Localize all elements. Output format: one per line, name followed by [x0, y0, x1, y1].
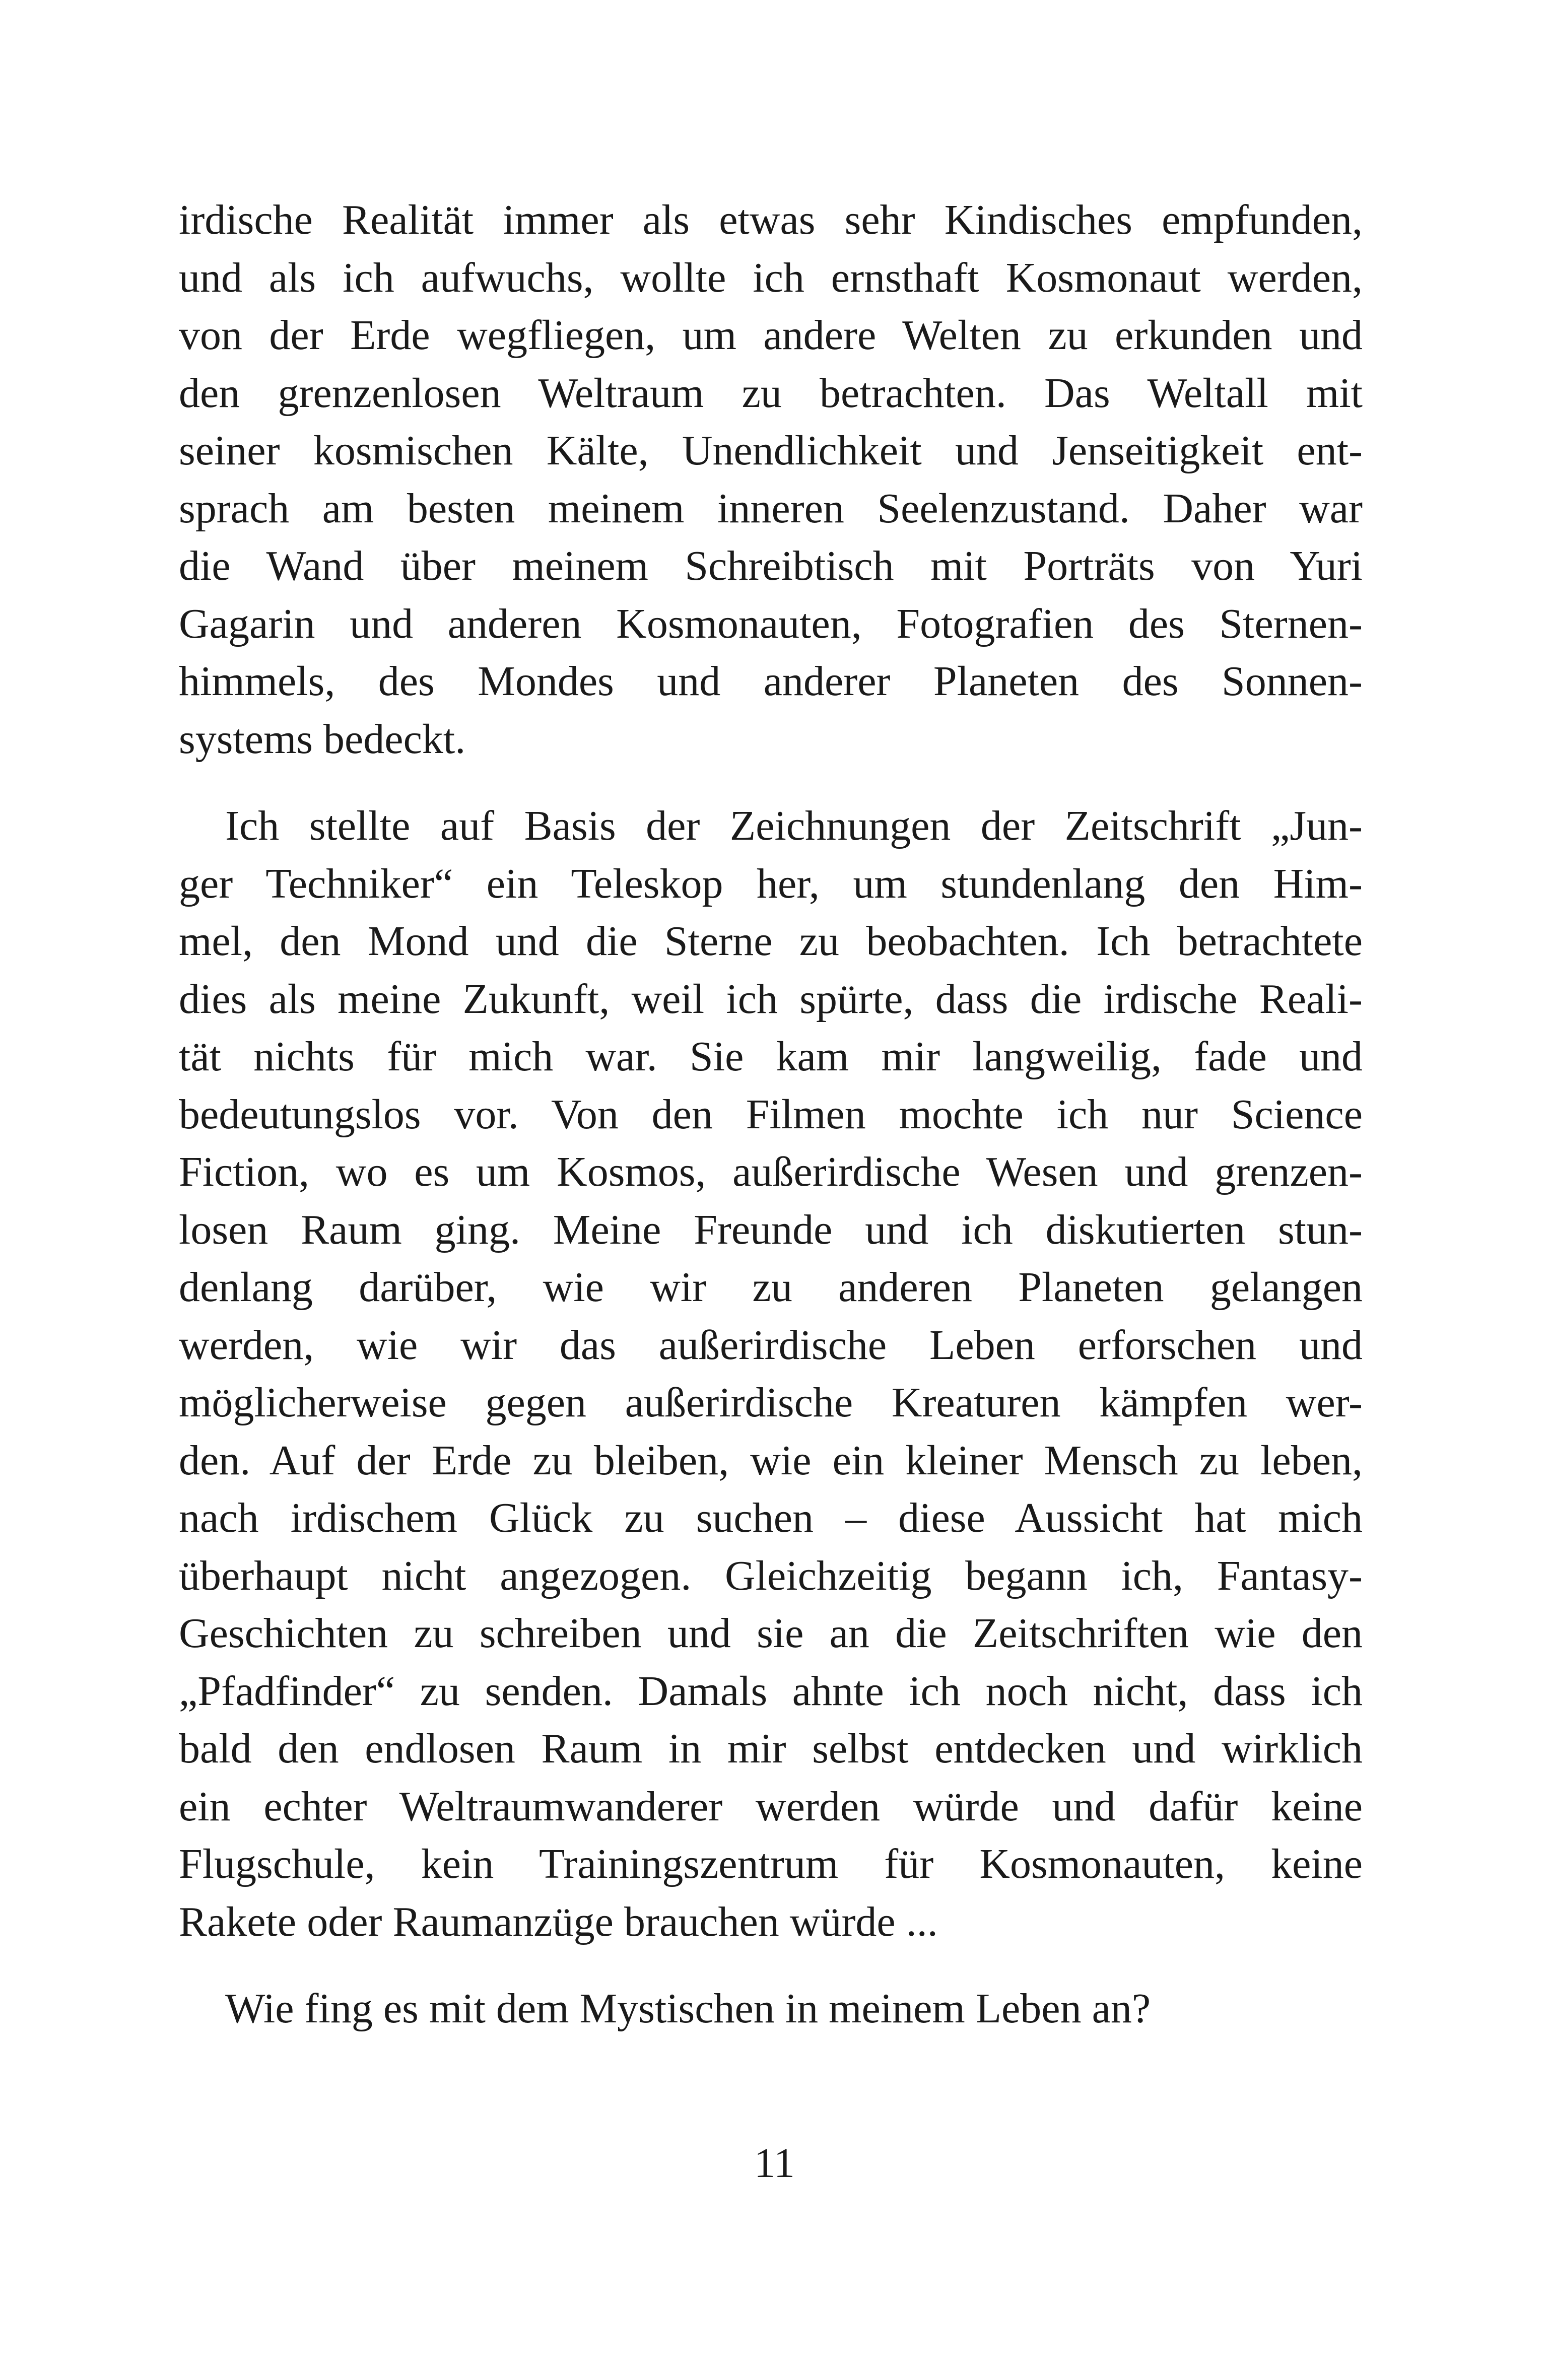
text-line: denlang darüber, wie wir zu anderen Planeten gelangen [179, 1264, 1363, 1311]
text-line: von der Erde wegfliegen, um andere Welten zu erkunden und [179, 312, 1363, 359]
text-line: „Pfadfinder“ zu senden. Damals ahnte ich noch nicht, dass ich [179, 1667, 1363, 1715]
text-line: Rakete oder Raumanzüge brauchen würde ... [179, 1898, 938, 1945]
text-line: den grenzenlosen Weltraum zu betrachten. Das Weltall mit [179, 369, 1363, 417]
text-line: Fiction, wo es um Kosmos, außerirdische Wesen und grenzen- [179, 1148, 1363, 1195]
text-line: mel, den Mond und die Sterne zu beobachten. Ich betrachtete [179, 918, 1363, 965]
text-line: himmels, des Mondes und anderer Planeten des Sonnen- [179, 658, 1363, 705]
body-text [179, 191, 1363, 2038]
paragraph [179, 191, 1363, 768]
text-line: Gagarin und anderen Kosmonauten, Fotografien des Sternen- [179, 600, 1363, 647]
paragraph [179, 797, 1363, 1951]
text-line: bald den endlosen Raum in mir selbst entdecken und wirklich [179, 1725, 1363, 1772]
text-line: möglicherweise gegen außerirdische Kreaturen kämpfen wer- [179, 1379, 1363, 1426]
text-line: bedeutungslos vor. Von den Filmen mochte ich nur Science [179, 1091, 1363, 1138]
text-line: den. Auf der Erde zu bleiben, wie ein kleiner Mensch zu leben, [179, 1437, 1363, 1484]
text-line: dies als meine Zukunft, weil ich spürte, dass die irdische Reali- [179, 975, 1363, 1023]
text-line: Ich stellte auf Basis der Zeichnungen der Zeitschrift „Jun- [225, 802, 1363, 849]
text-line: und als ich aufwuchs, wollte ich ernsthaft Kosmonaut werden, [179, 254, 1363, 301]
page-number: 11 [754, 2140, 795, 2187]
text-line: ein echter Weltraumwanderer werden würde und dafür keine [179, 1783, 1363, 1830]
text-line: tät nichts für mich war. Sie kam mir langweilig, fade und [179, 1033, 1363, 1080]
text-line: seiner kosmischen Kälte, Unendlichkeit und Jenseitigkeit ent- [179, 427, 1363, 474]
text-line: systems bedeckt. [179, 715, 466, 763]
text-line: ger Techniker“ ein Teleskop her, um stundenlang den Him- [179, 860, 1363, 907]
text-line: losen Raum ging. Meine Freunde und ich diskutierten stun- [179, 1206, 1363, 1253]
text-line: die Wand über meinem Schreibtisch mit Porträts von Yuri [179, 542, 1363, 589]
paragraph [179, 1980, 1363, 2038]
text-line: Geschichten zu schreiben und sie an die Zeitschriften wie den [179, 1610, 1363, 1657]
text-line: Wie fing es mit dem Mystischen in meinem Leben an? [225, 1985, 1151, 2032]
text-line: nach irdischem Glück zu suchen – diese Aussicht hat mich [179, 1494, 1363, 1541]
text-line: Flugschule, kein Trainingszentrum für Kosmonauten, keine [179, 1841, 1363, 1887]
text-line: irdische Realität immer als etwas sehr Kindisches empfunden, [179, 196, 1363, 243]
text-line: werden, wie wir das außerirdische Leben erforschen und [179, 1321, 1363, 1369]
text-line: überhaupt nicht angezogen. Gleichzeitig begann ich, Fantasy- [179, 1552, 1363, 1599]
text-line: sprach am besten meinem inneren Seelenzustand. Daher war [179, 485, 1363, 532]
